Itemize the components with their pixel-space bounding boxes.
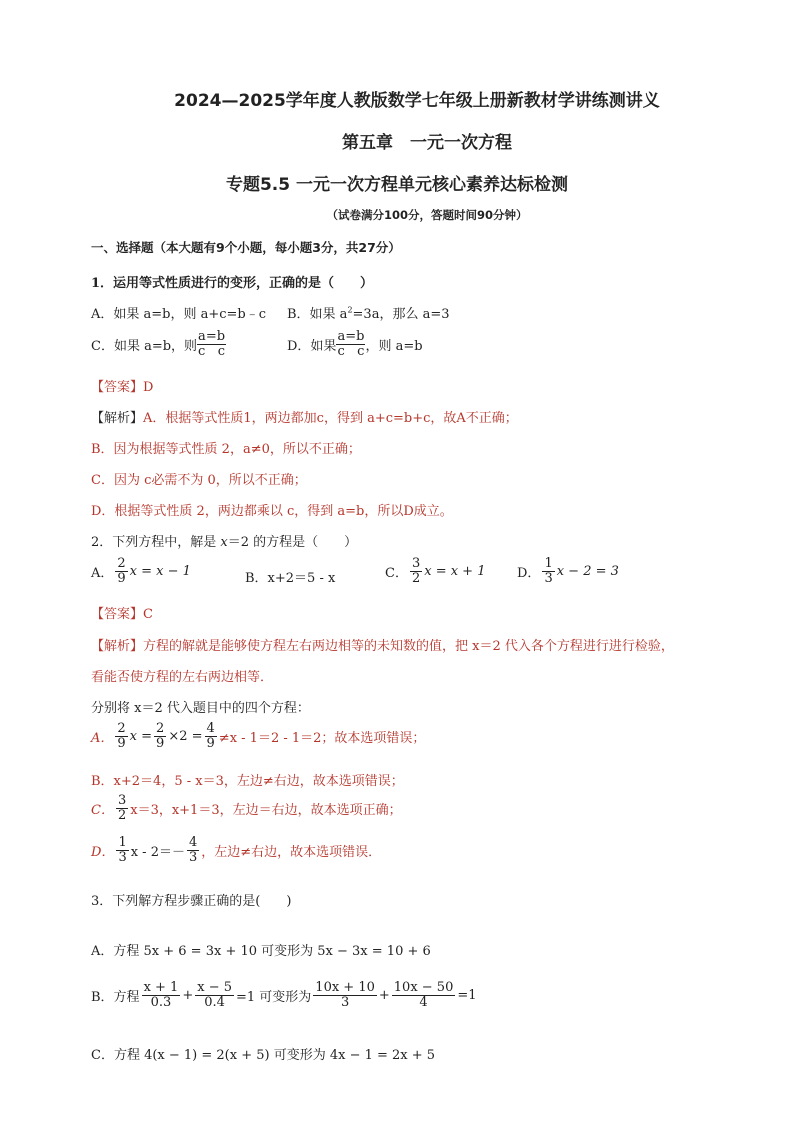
operator: +	[378, 987, 390, 1003]
fraction	[195, 981, 234, 1009]
section-heading: 一、选择题（本大题有9个小题，每小题3分，共27分）	[91, 240, 401, 255]
option-label: B．方程	[91, 989, 140, 1005]
expr: ×2 =	[168, 728, 203, 744]
fraction	[410, 557, 422, 585]
q2-option-b: B．x+2＝5 - x	[245, 571, 336, 586]
frac-den: 9	[117, 570, 126, 586]
q2-check-c	[91, 794, 402, 822]
analysis-tag: 【解析】	[91, 411, 144, 426]
fraction	[542, 557, 554, 585]
frac-num: b	[216, 329, 226, 344]
frac-num: x + 1	[143, 980, 179, 995]
fraction	[392, 981, 456, 1009]
q1-option-c	[91, 330, 226, 360]
q1-option-d-pre: D．如果	[287, 339, 337, 355]
topic-title: 专题5.5 一元一次方程单元核心素养达标检测	[225, 175, 569, 195]
frac-den: 3	[188, 849, 198, 865]
q1-option-d	[287, 330, 423, 360]
q1-answer	[91, 376, 153, 395]
fraction	[154, 722, 166, 750]
q1-analysis-4: D．根据等式性质 2，两边都乘以 c，得到 a=b，所以D成立。	[91, 504, 453, 519]
frac-den: 2	[411, 570, 421, 586]
fraction	[115, 557, 127, 585]
q3-option-b	[91, 981, 477, 1009]
frac-num: 2	[117, 556, 126, 571]
frac-den: c	[198, 344, 206, 360]
frac-den: 3	[544, 570, 553, 586]
frac-num: 1	[118, 835, 127, 850]
q1-analysis-2: B．因为根据等式性质 2，a≠0，所以不正确；	[91, 442, 361, 457]
frac-num: 1	[544, 556, 553, 571]
q2-stem-var: x	[220, 535, 228, 550]
q2-stem-pre: 2．下列方程中，解是	[91, 535, 221, 550]
q2-analysis-1	[91, 635, 674, 654]
q2-answer	[91, 603, 153, 622]
q1-analysis-1	[91, 407, 518, 426]
frac-num: 10x + 10	[315, 980, 375, 995]
frac-num: 4	[188, 835, 198, 850]
option-expr: x = x − 1	[129, 563, 191, 579]
frac-num: 3	[117, 793, 127, 808]
fraction	[116, 794, 128, 822]
answer-value: C	[143, 607, 153, 622]
fraction	[313, 981, 377, 1009]
q1-option-b-post: =3a，那么 a=3	[352, 307, 450, 322]
option-label: A．	[91, 730, 114, 746]
q2-check-d	[91, 836, 381, 864]
frac-num: 3	[411, 556, 421, 571]
expr: =1 可变形为	[236, 989, 312, 1005]
q1-option-c-pre: C．如果 a=b，则	[91, 339, 198, 355]
frac-num: a	[198, 329, 206, 344]
frac-num: b	[356, 329, 365, 344]
q2-option-a	[91, 557, 191, 585]
option-label: D．	[517, 565, 541, 581]
option-label: C．	[385, 565, 408, 581]
q1-option-d-post: ，则 a=b	[365, 339, 423, 355]
frac-num: 2	[156, 721, 165, 736]
question-2-stem	[91, 531, 357, 550]
q2-check-b: B．x+2＝4，5 - x＝3，左边≠右边，故本选项错误；	[91, 774, 404, 789]
fraction	[187, 836, 199, 864]
frac-den: c	[357, 344, 365, 360]
q3-option-a: A．方程 5x + 6 = 3x + 10 可变形为 5x − 3x = 10 + 6	[91, 944, 431, 959]
option-label: D．	[91, 844, 115, 860]
frac-num: x − 5	[197, 980, 232, 995]
exam-info: （试卷满分100分，答题时间90分钟）	[326, 208, 528, 222]
option-label: C．	[91, 802, 114, 818]
q2-substitution: 分别将 x＝2 代入题目中的四个方程：	[91, 701, 310, 716]
q2-option-c	[385, 557, 485, 585]
operator: +	[182, 987, 194, 1003]
q2-option-d	[517, 557, 619, 585]
expr: ，左边≠右边，故本选项错误．	[201, 844, 382, 860]
frac-num: 2	[117, 721, 126, 736]
frac-num: a	[337, 329, 346, 344]
analysis-tag: 【解析】	[91, 639, 144, 654]
frac-den: 0.4	[204, 994, 225, 1010]
answer-value: D	[143, 380, 154, 395]
q1-option-b-pre: B．如果 a	[287, 307, 348, 322]
expr: x =	[129, 728, 153, 744]
q2-analysis-2: 看能否使方程的左右两边相等．	[91, 670, 274, 685]
frac-den: 3	[118, 849, 127, 865]
fraction	[142, 981, 181, 1009]
frac-den: c	[337, 344, 345, 360]
expr: ≠x - 1＝2 - 1＝2；故本选项错误；	[218, 730, 426, 746]
option-label: A．	[91, 565, 114, 581]
q3-option-c: C．方程 4(x − 1) = 2(x + 5) 可变形为 4x − 1 = 2x + 5	[91, 1048, 436, 1063]
fraction	[116, 836, 128, 864]
q2-check-a	[91, 722, 425, 750]
q1-option-b	[287, 303, 450, 322]
question-1-text: 1．运用等式性质进行的变形，正确的是（ ）	[91, 276, 374, 291]
answer-tag: 【答案】	[91, 380, 144, 395]
question-3-stem: 3．下列解方程步骤正确的是( )	[91, 894, 292, 909]
expr: x＝3，x+1＝3，左边＝右边，故本选项正确；	[130, 802, 402, 818]
frac-eq: =	[205, 329, 217, 344]
frac-den: 3	[340, 994, 350, 1010]
analysis-line: 方程的解就是能够使方程左右两边相等的未知数的值，把 x＝2 代入各个方程进行进行检验，	[143, 639, 674, 654]
frac-den: 0.3	[150, 994, 172, 1010]
frac-eq: =	[345, 329, 357, 344]
q1-option-b-sup: 2	[347, 305, 353, 315]
expr: x - 2＝－	[130, 844, 185, 860]
question-1-stem	[91, 272, 373, 291]
chapter-title: 第五章 一元一次方程	[342, 133, 512, 153]
frac-den: 9	[156, 735, 165, 751]
expr: =1	[457, 987, 477, 1003]
frac-den: c	[217, 344, 226, 360]
frac-den: 4	[419, 994, 428, 1010]
q1-analysis-3: C．因为 c必需不为 0，所以不正确；	[91, 473, 307, 488]
frac-den: 9	[206, 735, 215, 751]
fraction	[205, 722, 217, 750]
q1-option-a: A．如果 a=b，则 a+c=b﹣c	[91, 307, 267, 322]
fraction	[115, 722, 127, 750]
q1-option-d-fraction	[336, 330, 365, 360]
document-title: 2024—2025学年度人教版数学七年级上册新教材学讲练测讲义	[174, 91, 660, 111]
option-expr: x − 2 = 3	[556, 563, 619, 579]
analysis-line: A．根据等式性质1，两边都加c，得到 a+c=b+c，故A不正确；	[143, 411, 518, 426]
frac-num: 10x − 50	[393, 980, 454, 995]
frac-num: 4	[206, 721, 215, 736]
q2-stem-post: ＝2 的方程是（ ）	[227, 535, 358, 550]
option-expr: x = x + 1	[424, 563, 486, 579]
frac-den: 9	[117, 735, 126, 751]
q1-option-c-fraction	[197, 330, 226, 360]
frac-den: 2	[117, 807, 127, 823]
answer-tag: 【答案】	[91, 607, 144, 622]
